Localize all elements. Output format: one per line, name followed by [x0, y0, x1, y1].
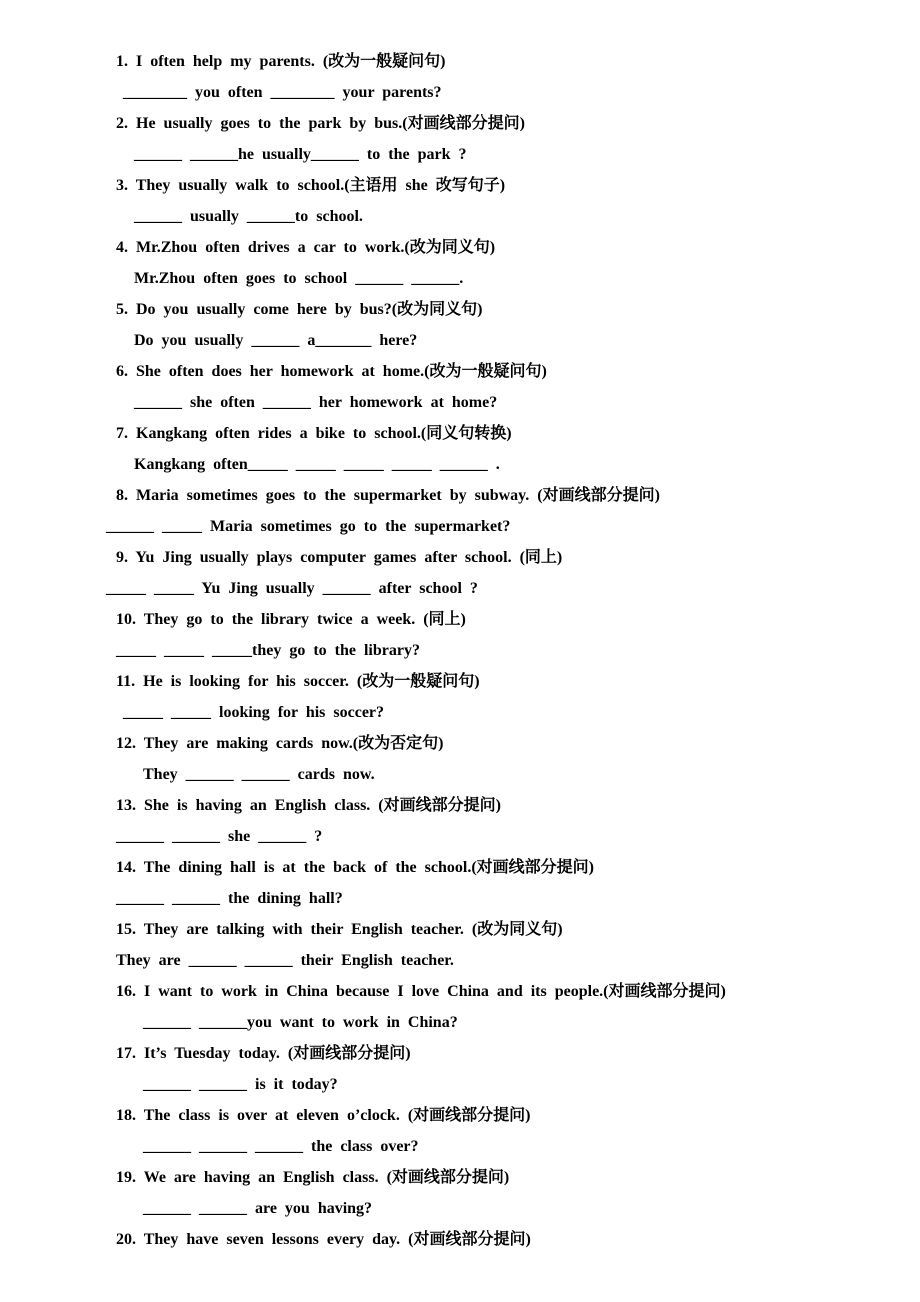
answer-19: ______ ______ are you having?: [143, 1200, 373, 1217]
question-2: 2. He usually goes to the park by bus.(对画线部分提问): [116, 115, 525, 132]
question-15: 15. They are talking with their English teacher. (改为同义句): [116, 921, 563, 938]
answer-6: ______ she often ______ her homework at home?: [134, 394, 498, 411]
answer-12: They ______ ______ cards now.: [143, 766, 375, 783]
answer-13: ______ ______ she ______ ?: [116, 828, 323, 845]
question-1: 1. I often help my parents. (改为一般疑问句): [116, 53, 446, 70]
answer-11: _____ _____ looking for his soccer?: [123, 704, 385, 721]
question-16: 16. I want to work in China because I love China and its people.(对画线部分提问): [116, 983, 726, 1000]
answer-16: ______ ______you want to work in China?: [143, 1014, 458, 1031]
answer-18: ______ ______ ______ the class over?: [143, 1138, 419, 1155]
answer-9: _____ _____ Yu Jing usually ______ after school ?: [106, 580, 478, 597]
answer-17: ______ ______ is it today?: [143, 1076, 338, 1093]
question-12: 12. They are making cards now.(改为否定句): [116, 735, 444, 752]
question-11: 11. He is looking for his soccer. (改为一般疑问句): [116, 673, 480, 690]
question-14: 14. The dining hall is at the back of the school.(对画线部分提问): [116, 859, 594, 876]
question-17: 17. It’s Tuesday today. (对画线部分提问): [116, 1045, 411, 1062]
answer-15: They are ______ ______ their English teacher.: [116, 952, 454, 969]
question-13: 13. She is having an English class. (对画线部分提问): [116, 797, 501, 814]
answer-14: ______ ______ the dining hall?: [116, 890, 343, 907]
question-10: 10. They go to the library twice a week. (同上): [116, 611, 466, 628]
question-18: 18. The class is over at eleven o’clock. (对画线部分提问): [116, 1107, 531, 1124]
question-20: 20. They have seven lessons every day. (对画线部分提问): [116, 1231, 531, 1248]
question-6: 6. She often does her homework at home.(改为一般疑问句): [116, 363, 547, 380]
answer-5: Do you usually ______ a_______ here?: [134, 332, 418, 349]
question-7: 7. Kangkang often rides a bike to school.(同义句转换): [116, 425, 512, 442]
answer-10: _____ _____ _____they go to the library?: [116, 642, 420, 659]
answer-7: Kangkang often_____ _____ _____ _____ ______ .: [134, 456, 500, 473]
question-5: 5. Do you usually come here by bus?(改为同义句): [116, 301, 483, 318]
answer-4: Mr.Zhou often goes to school ______ ______.: [134, 270, 464, 287]
question-4: 4. Mr.Zhou often drives a car to work.(改为同义句): [116, 239, 496, 256]
answer-3: ______ usually ______to school.: [134, 208, 363, 225]
answer-8: ______ _____ Maria sometimes go to the supermarket?: [106, 518, 511, 535]
answer-2: ______ ______he usually______ to the park ?: [134, 146, 467, 163]
question-19: 19. We are having an English class. (对画线部分提问): [116, 1169, 510, 1186]
answer-1: ________ you often ________ your parents?: [123, 84, 442, 101]
question-3: 3. They usually walk to school.(主语用 she 改写句子): [116, 177, 506, 194]
question-9: 9. Yu Jing usually plays computer games after school. (同上): [116, 549, 563, 566]
question-8: 8. Maria sometimes goes to the supermarket by subway. (对画线部分提问): [116, 487, 660, 504]
